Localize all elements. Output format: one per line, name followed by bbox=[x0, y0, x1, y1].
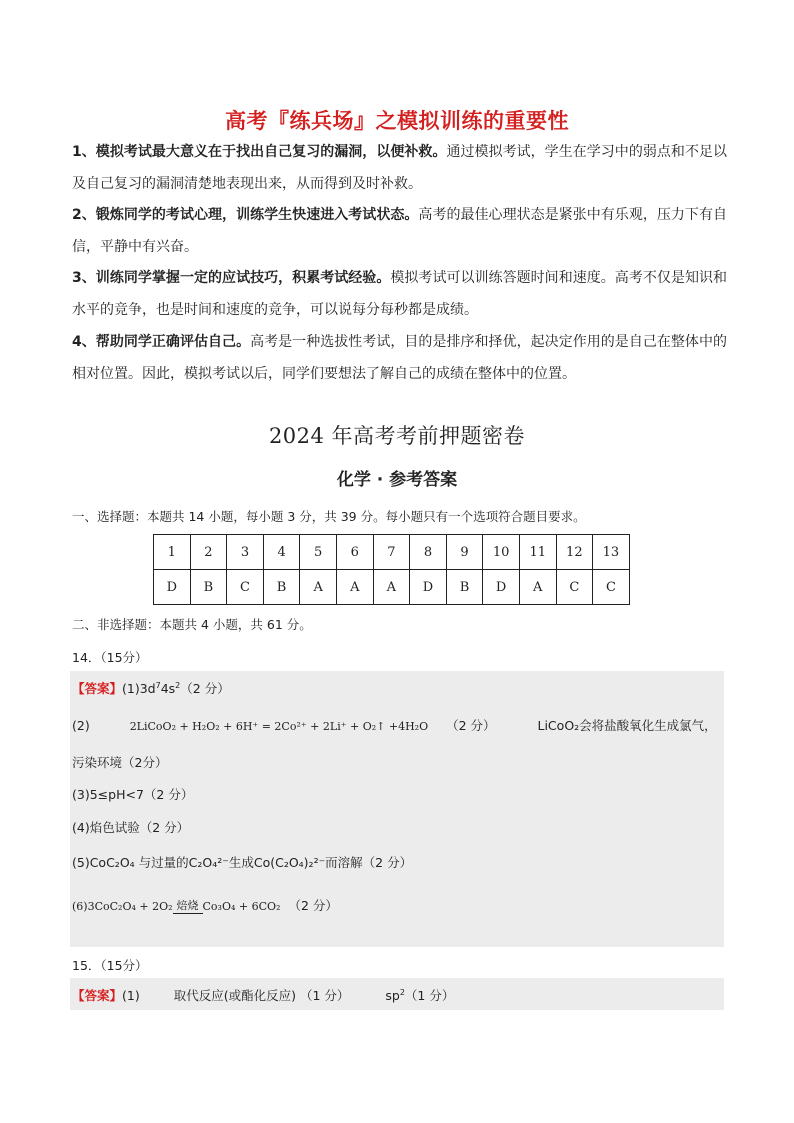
q15-a1-sp: sp bbox=[385, 988, 400, 1003]
choice-answer: B bbox=[190, 570, 227, 605]
q15-a1-num: (1) bbox=[122, 988, 140, 1003]
exam-title: 2024 年高考考前押题密卷 bbox=[268, 424, 526, 448]
choice-number: 12 bbox=[556, 535, 593, 570]
q14-answer-4: (4)焰色试验（2 分） bbox=[72, 820, 190, 835]
q14-a1-prefix: (1)3d bbox=[122, 681, 156, 696]
q14-a1-score: （2 分） bbox=[180, 681, 230, 696]
choice-answer: C bbox=[593, 570, 630, 605]
promo-title: 高考『练兵场』之模拟训练的重要性 bbox=[225, 109, 569, 133]
q14-a6-left: (6)3CoC₂O₄ + 2O₂ bbox=[72, 900, 173, 913]
q14-heading: 14．（15分） bbox=[72, 650, 148, 665]
point-1-bold: 1、模拟考试最大意义在于找出自己复习的漏洞，以便补救。 bbox=[72, 144, 447, 160]
exam-subtitle: 化学 · 参考答案 bbox=[336, 470, 458, 490]
choice-number-row bbox=[154, 535, 630, 570]
choice-answer: B bbox=[263, 570, 300, 605]
choice-number: 10 bbox=[483, 535, 520, 570]
choice-number: 8 bbox=[410, 535, 447, 570]
q14-a6-right: Co₃O₄ + 6CO₂ bbox=[202, 900, 281, 913]
point-2-text: 高考的最佳心理状态是紧张中有乐观，压力下有自信，平静中有兴奋。 bbox=[72, 207, 727, 255]
choice-answer-row bbox=[154, 570, 630, 605]
choice-answer: A bbox=[300, 570, 337, 605]
choice-number: 3 bbox=[227, 535, 264, 570]
choice-answer: C bbox=[556, 570, 593, 605]
choice-answer: D bbox=[483, 570, 520, 605]
choice-answer-table bbox=[153, 534, 630, 605]
choice-number: 2 bbox=[190, 535, 227, 570]
choice-answer: C bbox=[227, 570, 264, 605]
point-2-bold: 2、锻炼同学的考试心理，训练学生快速进入考试状态。 bbox=[72, 207, 419, 223]
q14-answer-5: (5)CoC₂O₄ 与过量的C₂O₄²⁻生成Co(C₂O₄)₂²⁻而溶解（2 分） bbox=[72, 855, 413, 870]
choice-number: 1 bbox=[154, 535, 191, 570]
section-2-heading: 二、非选择题：本题共 4 小题，共 61 分。 bbox=[72, 617, 312, 632]
q14-answer-2-cont: 污染环境（2分） bbox=[72, 755, 168, 770]
point-4-text: 高考是一种选拔性考试，目的是排序和择优，起决定作用的是自己在整体中的相对位置。因此，模拟考试以后，同学们要想法了解自己的成绩在整体中的位置。 bbox=[72, 334, 727, 382]
q14-answer-6 bbox=[72, 896, 338, 914]
choice-answer: A bbox=[336, 570, 373, 605]
choice-number: 11 bbox=[519, 535, 556, 570]
choice-answer: D bbox=[410, 570, 447, 605]
choice-number: 7 bbox=[373, 535, 410, 570]
q15-a1-sp-sup: 2 bbox=[399, 987, 405, 997]
q14-a2-note: LiCoO₂会将盐酸氧化生成氯气， bbox=[537, 718, 717, 733]
section-1-heading: 一、选择题：本题共 14 小题，每小题 3 分，共 39 分。每小题只有一个选项符合题目要求。 bbox=[72, 509, 586, 524]
q14-answer-3: (3)5≤pH<7（2 分） bbox=[72, 787, 194, 802]
choice-answer: A bbox=[519, 570, 556, 605]
answer-label: 【答案】 bbox=[72, 681, 123, 696]
point-4 bbox=[72, 327, 727, 390]
q15-heading: 15．（15分） bbox=[72, 958, 148, 973]
choice-number: 13 bbox=[593, 535, 630, 570]
point-3 bbox=[72, 263, 727, 326]
q14-a1-mid: 4s bbox=[160, 681, 176, 696]
q15-a1-sp-score: （1 分） bbox=[404, 988, 455, 1003]
choice-answer: B bbox=[446, 570, 483, 605]
choice-number: 9 bbox=[446, 535, 483, 570]
choice-answer: A bbox=[373, 570, 410, 605]
point-1 bbox=[72, 137, 727, 200]
q14-a2-num: (2) bbox=[72, 718, 90, 733]
q14-answer-1 bbox=[72, 679, 230, 697]
q15-a1-text: 取代反应(或酯化反应) bbox=[173, 988, 296, 1003]
point-2 bbox=[72, 200, 727, 263]
q14-a2-equation: 2LiCoO₂ + H₂O₂ + 6H⁺ = 2Co²⁺ + 2Li⁺ + O₂↑ +4H₂O bbox=[129, 720, 429, 733]
answer-label: 【答案】 bbox=[72, 988, 123, 1003]
q14-a1-sup2: 2 bbox=[175, 680, 181, 690]
choice-number: 5 bbox=[300, 535, 337, 570]
q14-a2-score: （2 分） bbox=[446, 718, 496, 733]
q15-answer-1 bbox=[72, 986, 454, 1004]
q14-a6-score: （2 分） bbox=[288, 898, 338, 913]
choice-answer: D bbox=[154, 570, 191, 605]
q14-a1-sup1: 7 bbox=[155, 680, 161, 690]
choice-number: 6 bbox=[336, 535, 373, 570]
point-4-bold: 4、帮助同学正确评估自己。 bbox=[72, 334, 251, 350]
choice-number: 4 bbox=[263, 535, 300, 570]
q14-answer-2 bbox=[72, 716, 717, 734]
point-3-text: 模拟考试可以训练答题时间和速度。高考不仅是知识和水平的竞争，也是时间和速度的竞争，可以说每分每秒都是成绩。 bbox=[72, 270, 727, 318]
point-3-bold: 3、训练同学掌握一定的应试技巧，积累考试经验。 bbox=[72, 270, 391, 286]
q14-a6-condition: 焙烧 bbox=[176, 899, 199, 912]
q14-a6-arrow bbox=[173, 899, 203, 914]
point-1-text: 通过模拟考试，学生在学习中的弱点和不足以及自己复习的漏洞清楚地表现出来，从而得到及时补救。 bbox=[72, 144, 727, 192]
q15-a1-score: （1 分） bbox=[299, 988, 350, 1003]
